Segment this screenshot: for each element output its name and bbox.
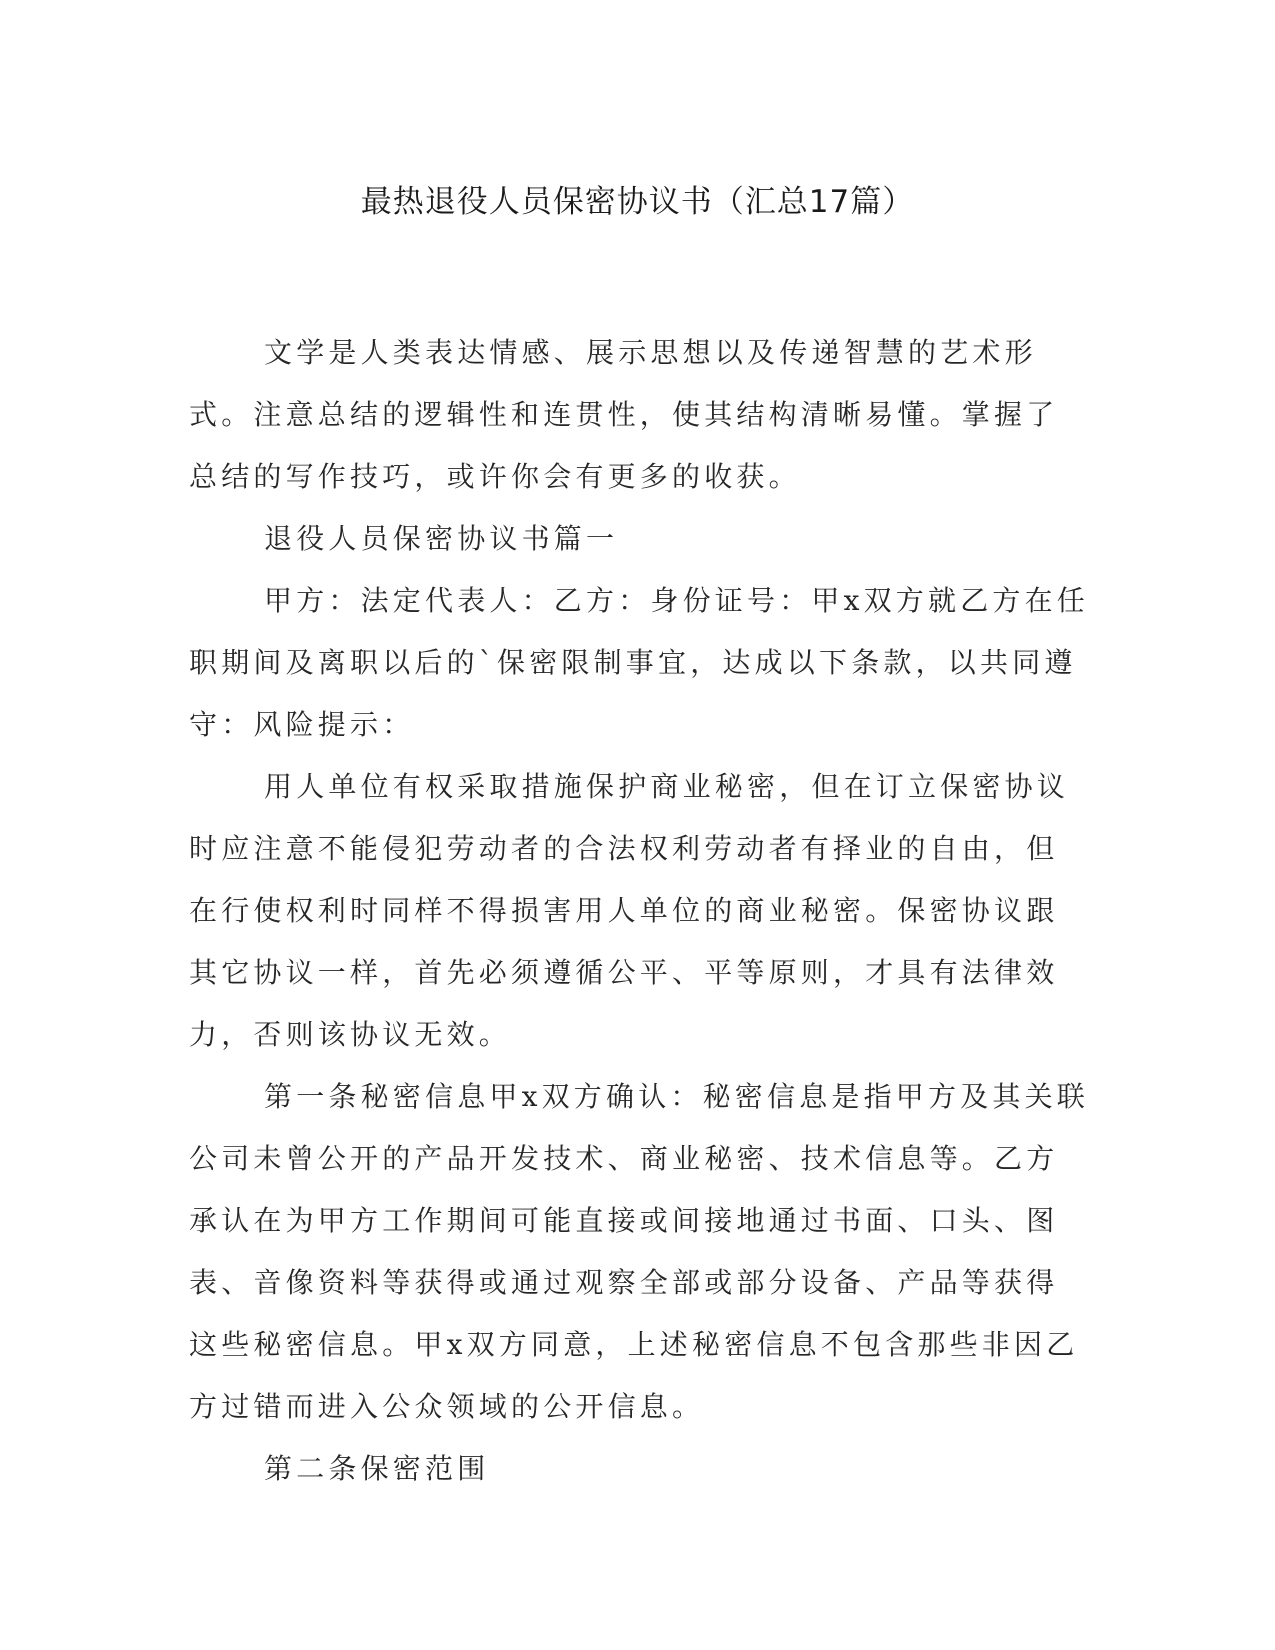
paragraph-article-2-heading: 第二条保密范围 — [264, 1452, 490, 1485]
paragraph-risk-notice: 用人单位有权采取措施保护商业秘密，但在订立保密协议时应注意不能侵犯劳动者的合法权利劳动者有择业的自由，但在行使权利时同样不得损害用人单位的商业秘密。保密协议跟其它协议一样，首先必须遵循公平、平等原则，才具有法律效力，否则该协议无效。 — [189, 770, 1070, 1051]
paragraph-parties: 甲方：法定代表人：乙方：身份证号：甲x双方就乙方在任职期间及离职以后的`保密限制事宜，达成以下条款，以共同遵守：风险提示： — [189, 584, 1089, 741]
paragraph-intro: 文学是人类表达情感、展示思想以及传递智慧的艺术形式。注意总结的逻辑性和连贯性，使其结构清晰易懂。掌握了总结的写作技巧，或许你会有更多的收获。 — [189, 336, 1059, 493]
document-body — [189, 322, 1089, 1500]
paragraph-article-1: 第一条秘密信息甲x双方确认：秘密信息是指甲方及其关联公司未曾公开的产品开发技术、商业秘密、技术信息等。乙方承认在为甲方工作期间可能直接或间接地通过书面、口头、图表、音像资料等获得或通过观察全部或部分设备、产品等获得这些秘密信息。甲x双方同意，上述秘密信息不包含那些非因乙方过错而进入公众领域的公开信息。 — [189, 1080, 1089, 1423]
document-title: 最热退役人员保密协议书（汇总17篇） — [360, 184, 915, 220]
section-heading-1: 退役人员保密协议书篇一 — [264, 522, 619, 555]
